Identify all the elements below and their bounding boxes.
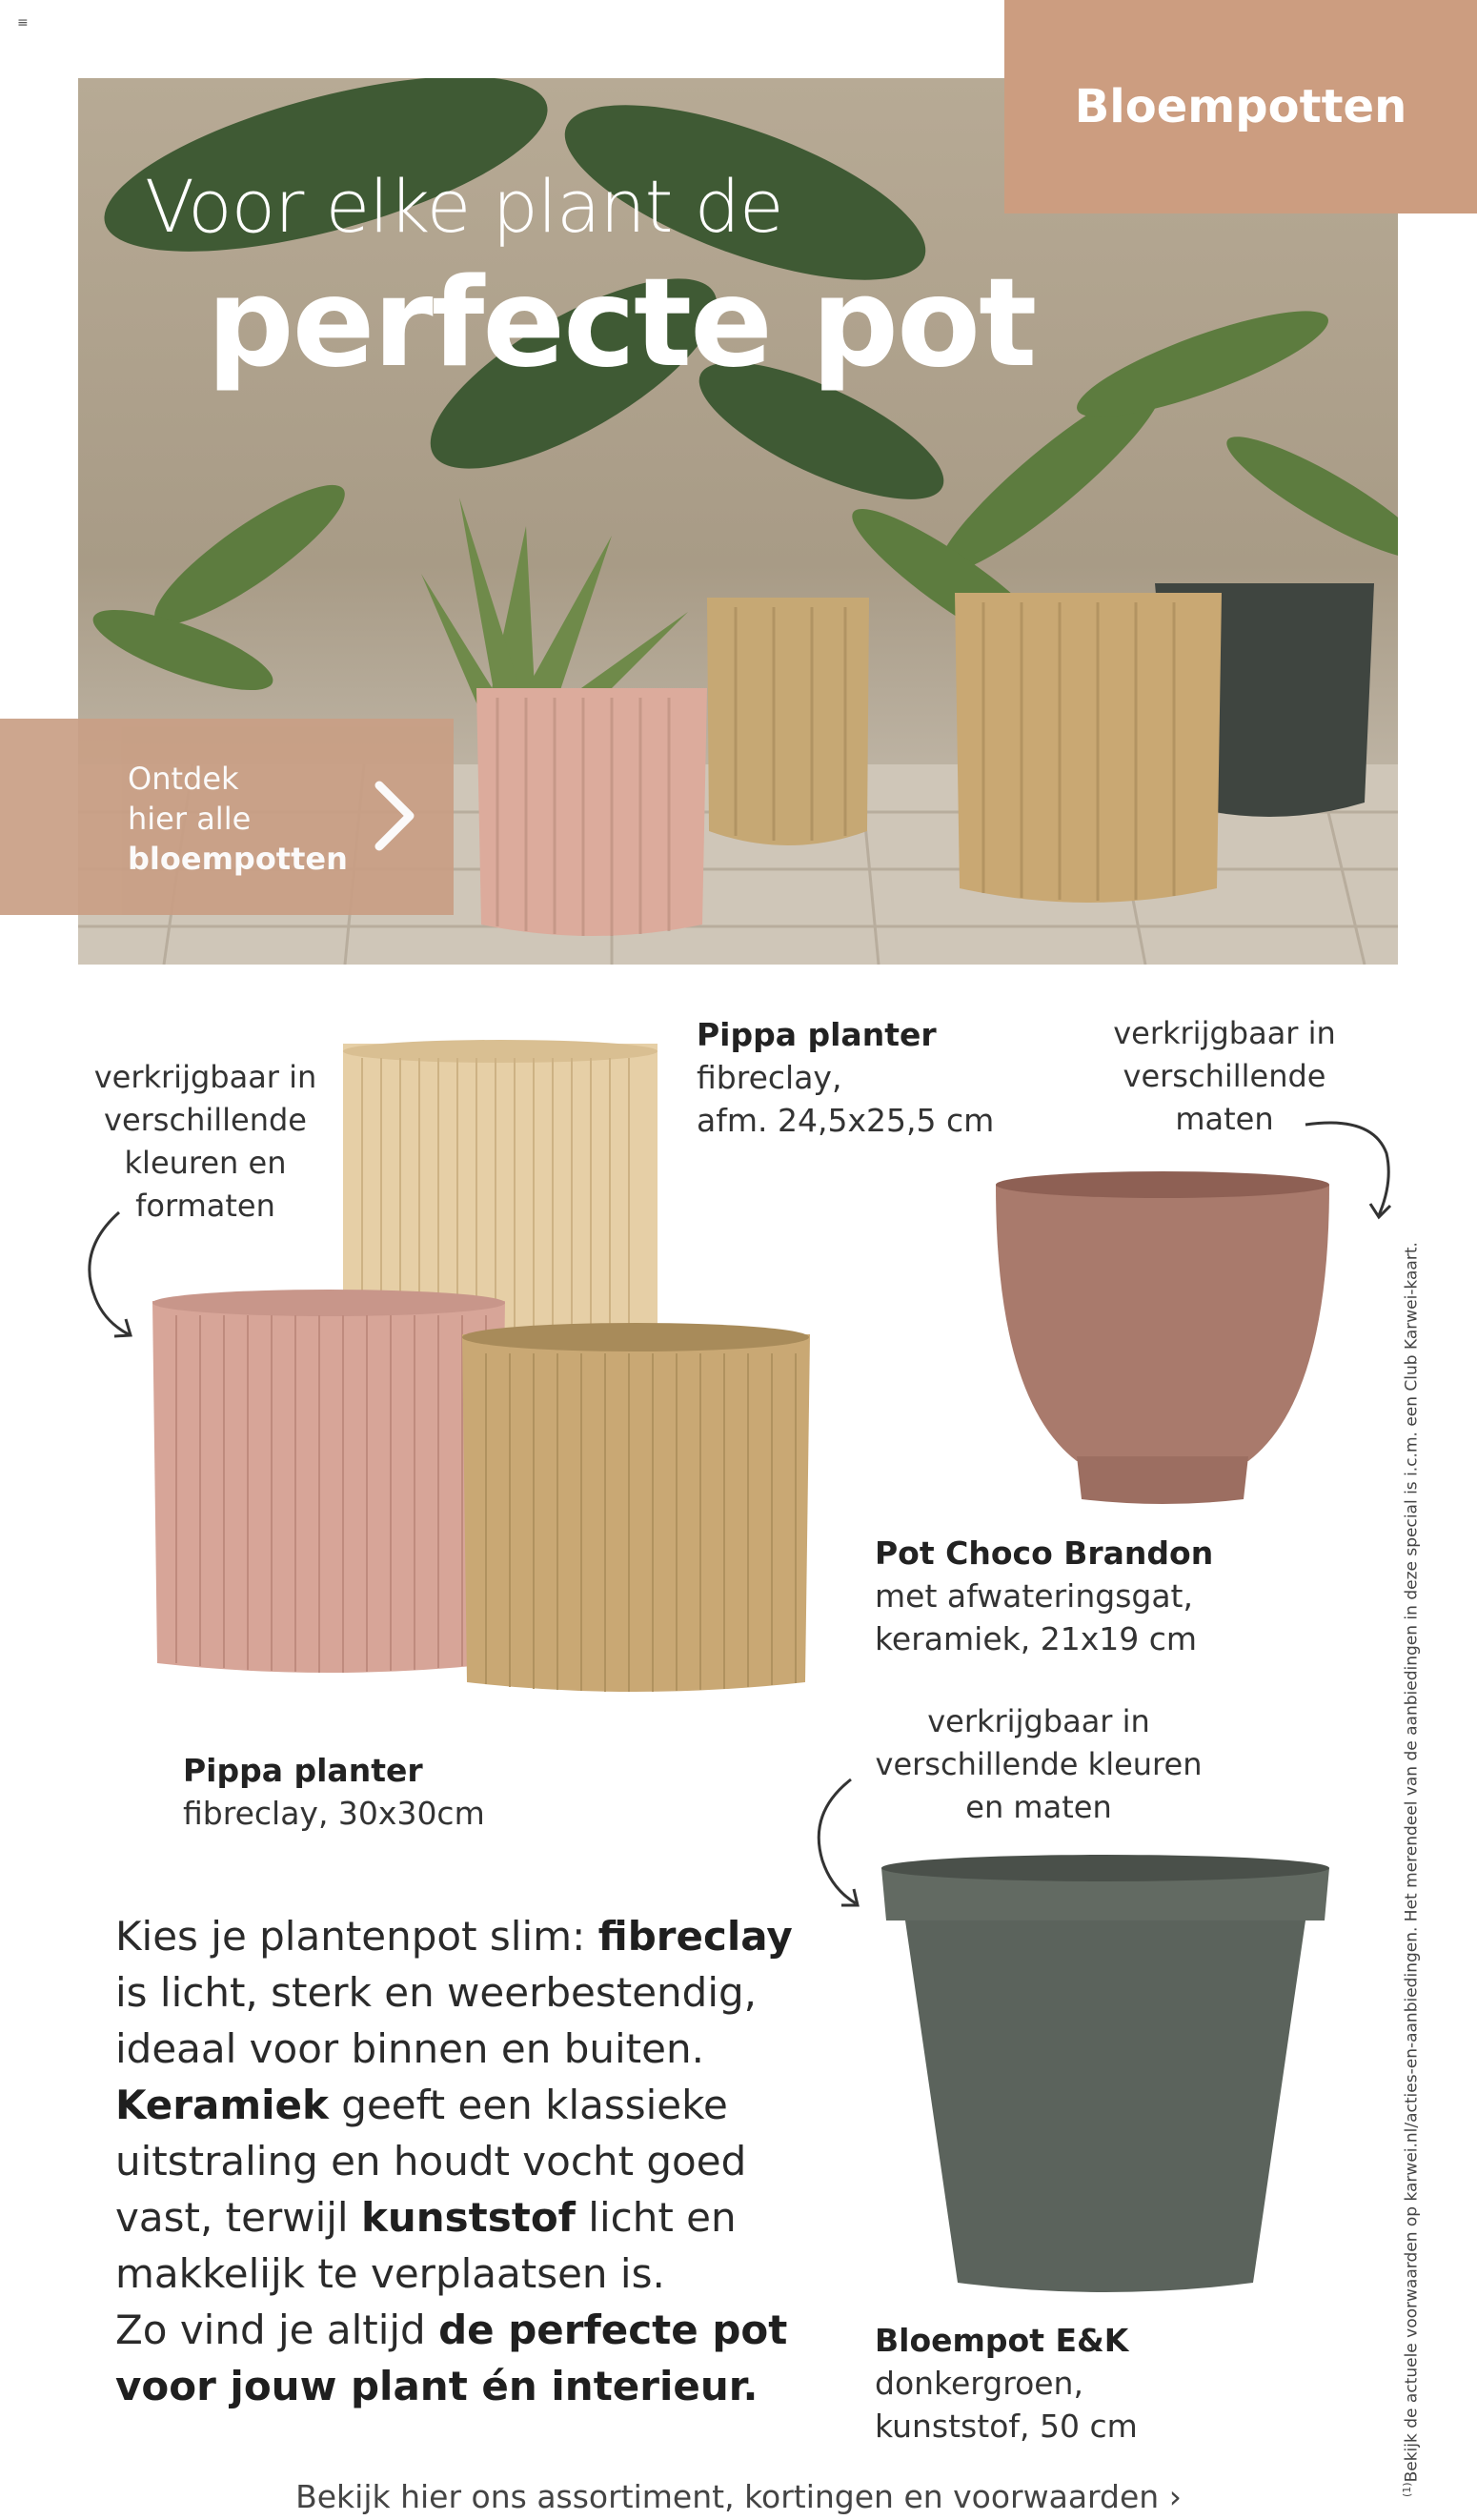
discover-pots-button[interactable]: [0, 719, 454, 915]
product-name: Bloempot E&K: [875, 2322, 1129, 2359]
product-pippa: [183, 1749, 485, 1835]
product-spec: kunststof, 50 cm: [875, 2408, 1138, 2445]
product-spec: fibreclay,: [697, 1059, 842, 1096]
footnote-marker: (1): [1401, 2482, 1413, 2497]
ek-pot-illustration: [877, 1854, 1334, 2302]
product-name: Pippa planter: [697, 1016, 937, 1053]
assortment-link[interactable]: Bekijk hier ons assortiment, kortingen en voorwaarden ›: [295, 2478, 1182, 2515]
product-spec: afm. 24,5x25,5 cm: [697, 1102, 995, 1139]
choco-brandon-pot-illustration: [991, 1170, 1334, 1509]
availability-note-right-top: verkrijgbaar in verschillende maten: [1113, 1015, 1336, 1137]
product-spec: fibreclay, 30x30cm: [183, 1795, 485, 1832]
cta-text: [128, 759, 348, 879]
hero-title-line2: perfecte pot: [207, 253, 1036, 395]
cta-line1: Ontdek: [128, 761, 239, 797]
side-disclaimer: [1401, 1029, 1422, 2497]
product-spec: met afwateringsgat,: [875, 1577, 1193, 1615]
cta-line3: bloempotten: [128, 841, 348, 877]
page-marker: ≡: [17, 15, 29, 30]
body-copy: Kies je plantenpot slim: fibreclay is licht, sterk en weerbestendig, ideaal voor binnen en buiten. Keramiek geeft een klassieke uitstraling en houdt vocht goed vast, terwijl kunststof licht en makkelijk te verplaatsen is. Zo vind je altijd de perfecte pot voor jouw plant én interieur.: [115, 1913, 793, 2409]
product-ek: [875, 2319, 1138, 2448]
product-choco-brandon: [875, 1532, 1213, 1660]
product-pippa-tall: [697, 1013, 994, 1142]
product-name: Pippa planter: [183, 1752, 423, 1789]
availability-note-right-mid: verkrijgbaar in verschillende kleuren en maten: [875, 1703, 1203, 1825]
product-name: Pot Choco Brandon: [875, 1534, 1214, 1572]
disclaimer-text: Bekijk de actuele voorwaarden op karwei.nl/acties-en-aanbiedingen. Het merendeel van de aanbiedingen in deze special is i.c.m. een Club Karwei-kaart.: [1402, 1242, 1422, 2483]
hero-title-line1: Voor elke plant de: [145, 164, 783, 249]
product-spec: keramiek, 21x19 cm: [875, 1620, 1198, 1657]
availability-note-left: verkrijgbaar in verschillende kleuren en formaten: [93, 1059, 317, 1224]
product-spec: donkergroen,: [875, 2365, 1083, 2402]
chevron-right-icon: [372, 778, 419, 854]
category-badge: Bloempotten: [1004, 0, 1477, 213]
cta-line2: hier alle: [128, 801, 252, 837]
